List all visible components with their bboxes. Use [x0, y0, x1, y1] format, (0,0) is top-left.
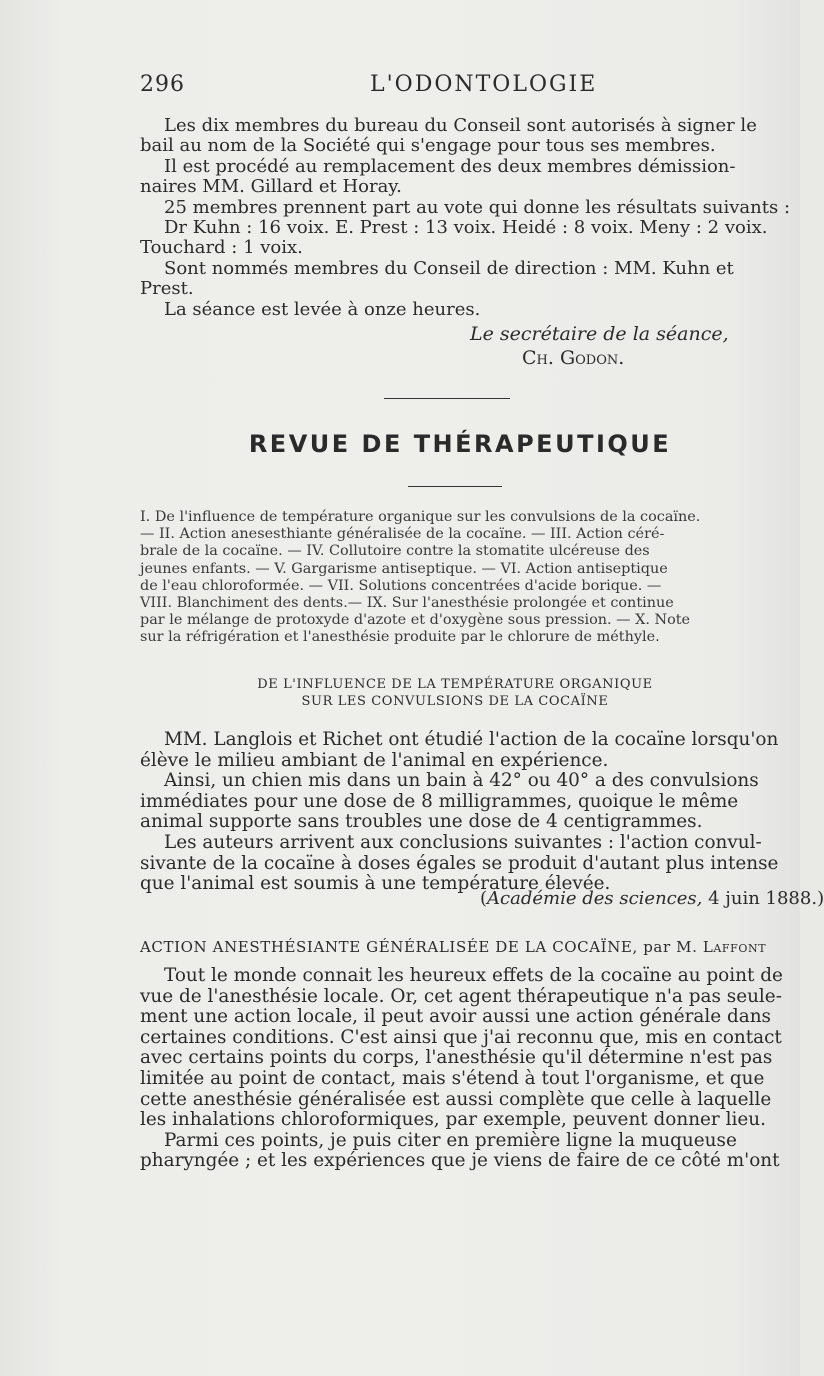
summary-line: de l'eau chloroformée. — VII. Solutions concentrées d'acide borique. —: [140, 577, 662, 594]
minutes-line: bail au nom de la Société qui s'engage pour tous ses membres.: [140, 135, 716, 157]
review-title: REVUE DE THÉRAPEUTIQUE: [248, 430, 672, 458]
body-line: animal supporte sans troubles une dose de 4 centigrammes.: [140, 811, 703, 833]
body-line: élève le milieu ambiant de l'animal en expérience.: [140, 749, 609, 771]
minutes-line: 25 membres prennent part au vote qui donne les résultats suivants :: [164, 196, 791, 218]
heading-line: SUR LES CONVULSIONS DE LA COCAÏNE: [301, 694, 609, 709]
heading-text: ACTION ANESTHÉSIANTE GÉNÉRALISÉE DE LA COCAÏNE,: [140, 938, 638, 956]
body-line: immédiates pour une dose de 8 milligrammes, quoique le même: [140, 790, 739, 812]
title-underline: [408, 486, 502, 487]
review-summary: [140, 509, 770, 647]
signature-block: [470, 322, 729, 370]
minutes-line: La séance est levée à onze heures.: [164, 298, 481, 320]
section-heading-anesthesia: [140, 938, 766, 956]
body-line: limitée au point de contact, mais s'étend à tout l'organisme, et que: [140, 1067, 765, 1089]
minutes-paragraphs: [140, 115, 791, 320]
citation-source: Académie des sciences,: [487, 888, 703, 909]
signature-name: Ch. Godon.: [522, 347, 625, 369]
body-line: pharyngée ; et les expériences que je viens de faire de ce côté m'ont: [140, 1150, 780, 1172]
running-header: [140, 72, 780, 106]
citation: (Académie des sciences, 4 juin 1888.): [480, 888, 824, 909]
body-line: ment une action locale, il peut avoir aussi une action générale dans: [140, 1006, 771, 1028]
citation-date: 4 juin 1888.: [708, 888, 818, 909]
body-line: Ainsi, un chien mis dans un bain à 42° ou 40° a des convulsions: [164, 770, 759, 792]
body-line: Les auteurs arrivent aux conclusions suivantes : l'action convul-: [164, 831, 762, 853]
section-anesthesia-body: [140, 965, 783, 1172]
minutes-line: Prest.: [140, 278, 194, 300]
heading-by: par M.: [643, 938, 698, 956]
section-heading-temperature: [140, 676, 770, 710]
summary-line: par le mélange de protoxyde d'azote et d'oxygène sous pression. — X. Note: [140, 612, 691, 629]
body-line: cette anesthésie généralisée est aussi complète que celle à laquelle: [140, 1088, 772, 1110]
body-line: certaines conditions. C'est ainsi que j'ai reconnu que, mis en contact: [140, 1026, 782, 1048]
minutes-line: naires MM. Gillard et Horay.: [140, 176, 402, 198]
body-line: les inhalations chloroformiques, par exemple, peuvent donner lieu.: [140, 1109, 766, 1131]
body-line: MM. Langlois et Richet ont étudié l'action de la cocaïne lorsqu'on: [164, 729, 779, 750]
separator-rule: [384, 398, 510, 399]
summary-line: VIII. Blanchiment des dents.— IX. Sur l'anesthésie prolongée et continue: [140, 595, 674, 612]
body-line: que l'animal est soumis à une température élevée.: [140, 873, 611, 895]
page-number: 296: [140, 72, 185, 97]
heading-author: Laffont: [702, 938, 767, 956]
signature-role: Le secrétaire de la séance,: [470, 323, 729, 345]
minutes-line: Sont nommés membres du Conseil de direction : MM. Kuhn et: [164, 257, 734, 279]
body-line: Tout le monde connait les heureux effets de la cocaïne au point de: [164, 965, 783, 986]
summary-line: jeunes enfants. — V. Gargarisme antiseptique. — VI. Action antiseptique: [140, 560, 668, 577]
minutes-line: Les dix membres du bureau du Conseil sont autorisés à signer le: [164, 115, 757, 136]
summary-line: I. De l'influence de température organique sur les convulsions de la cocaïne.: [140, 509, 701, 525]
body-line: Parmi ces points, je puis citer en première ligne la muqueuse: [164, 1129, 737, 1151]
minutes-line: Dr Kuhn : 16 voix. E. Prest : 13 voix. Heidé : 8 voix. Meny : 2 voix.: [164, 217, 768, 239]
summary-line: — II. Action anesesthiante généralisée de la cocaïne. — III. Action céré-: [140, 526, 665, 543]
body-line: vue de l'anesthésie locale. Or, cet agent thérapeutique n'a pas seule-: [140, 985, 782, 1007]
body-line: sivante de la cocaïne à doses égales se produit d'autant plus intense: [140, 852, 779, 874]
section-temperature-body: [140, 730, 780, 895]
minutes-line: Touchard : 1 voix.: [140, 237, 303, 259]
body-line: avec certains points du corps, l'anesthésie qu'il détermine n'est pas: [140, 1047, 773, 1069]
heading-line: DE L'INFLUENCE DE LA TEMPÉRATURE ORGANIQUE: [257, 677, 653, 692]
minutes-line: Il est procédé au remplacement des deux membres démission-: [164, 155, 736, 177]
summary-line: brale de la cocaïne. — IV. Collutoire contre la stomatite ulcéreuse des: [140, 543, 650, 560]
journal-title: L'ODONTOLOGIE: [370, 72, 598, 97]
summary-line: sur la réfrigération et l'anesthésie produite par le chlorure de méthyle.: [140, 629, 660, 646]
